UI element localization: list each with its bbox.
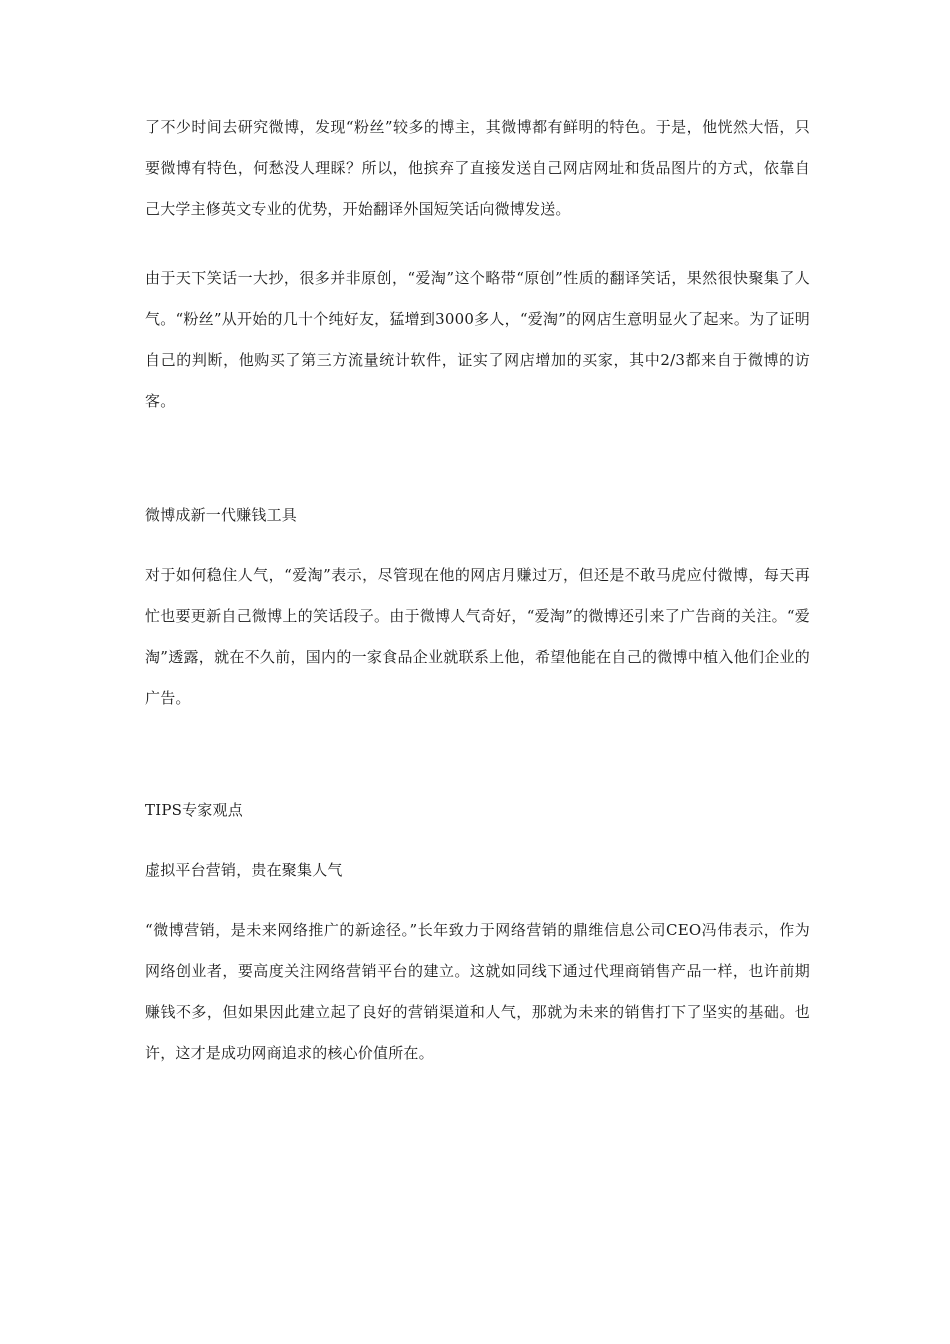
tips-subtitle: 虚拟平台营销，贵在聚集人气: [145, 861, 343, 879]
paragraph-popularity: 由于天下笑话一大抄，很多并非原创，“爱淘”这个略带“原创”性质的翻译笑话，果然很快聚集了人气。“粉丝”从开始的几十个纯好友，猛增到3000多人，“爱淘”的网店生意明显火了起来。为了证明自己的判断，他购买了第三方流量统计软件，证实了网店增加的买家，其中2/3都来自于微博的访客。: [145, 269, 810, 410]
paragraph-intro: 了不少时间去研究微博，发现“粉丝”较多的博主，其微博都有鲜明的特色。于是，他恍然大悟，只要微博有特色，何愁没人理睬？所以，他摈弃了直接发送自己网店网址和货品图片的方式，依靠自己大学主修英文专业的优势，开始翻译外国短笑话向微博发送。: [145, 118, 810, 218]
tips-heading: TIPS专家观点: [145, 801, 243, 819]
paragraph-expert-opinion: “微博营销，是未来网络推广的新途径。”长年致力于网络营销的鼎维信息公司CEO冯伟表示，作为网络创业者，要高度关注网络营销平台的建立。这就如同线下通过代理商销售产品一样，也许前期赚钱不多，但如果因此建立起了良好的营销渠道和人气，那就为未来的销售打下了坚实的基础。也许，这才是成功网商追求的核心价值所在。: [145, 921, 810, 1062]
paragraph-advertising: 对于如何稳住人气，“爱淘”表示，尽管现在他的网店月赚过万，但还是不敢马虎应付微博，每天再忙也要更新自己微博上的笑话段子。由于微博人气奇好，“爱淘”的微博还引来了广告商的关注。“爱淘”透露，就在不久前，国内的一家食品企业就联系上他，希望他能在自己的微博中植入他们企业的广告。: [145, 566, 810, 707]
section-heading: 微博成新一代赚钱工具: [145, 506, 298, 524]
